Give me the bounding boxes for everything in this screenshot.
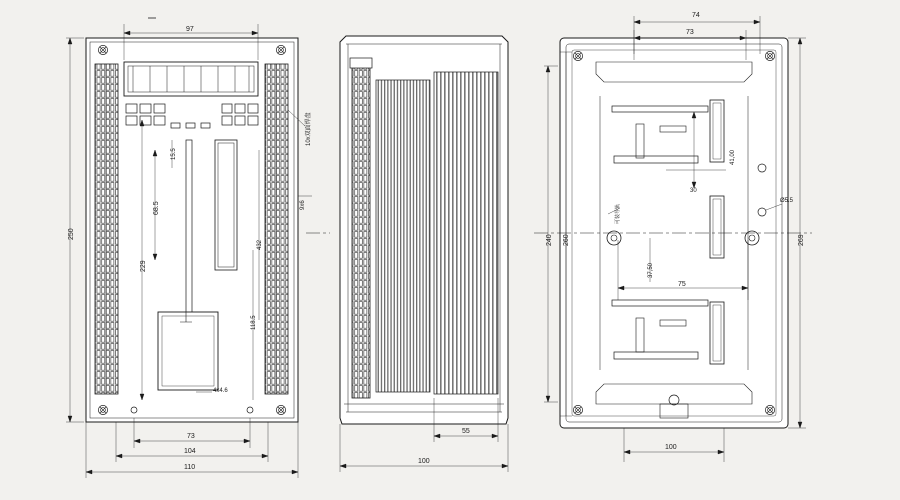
dim-front-15-5: 15.5	[171, 148, 177, 160]
side-view	[340, 36, 508, 424]
dim-rear-30: 30	[690, 188, 697, 194]
dim-front-229: 229	[140, 260, 147, 272]
dim-rear-bottom-100: 100	[665, 444, 677, 451]
dim-side-100: 100	[418, 458, 430, 465]
dim-front-432: 432	[257, 239, 263, 250]
dim-rear-phi-5-5: Ø5.5	[780, 198, 794, 204]
dim-front-bottom-110: 110	[184, 464, 196, 471]
dim-rear-left-240: 240	[546, 234, 553, 246]
note-front-double-sided-pad: 10x双面焊盘	[306, 112, 312, 146]
dim-rear-37-50: 37,50	[648, 262, 654, 278]
dim-side-55: 55	[462, 428, 470, 435]
front-view	[86, 38, 298, 422]
dim-front-68-5: 68.5	[153, 201, 160, 215]
dim-front-9x6: 9x6	[300, 200, 306, 210]
note-rear-rail-mountable: 可装导轨	[615, 203, 621, 224]
dim-front-bottom-73: 73	[187, 433, 195, 440]
dim-front-top-97: 97	[186, 26, 194, 33]
dim-front-4x4-6: 4x4.6	[213, 388, 228, 394]
dim-rear-75: 75	[678, 281, 686, 288]
dim-front-bottom-104: 104	[184, 448, 196, 455]
dim-rear-top-74: 74	[692, 12, 700, 19]
dim-rear-right-269: 269	[798, 234, 805, 246]
dim-rear-top-73: 73	[686, 29, 694, 36]
dim-front-118-5: 118.5	[251, 315, 257, 330]
dim-rear-41-00: 41,00	[730, 149, 736, 165]
dim-front-left-250: 250	[68, 228, 75, 240]
dim-rear-left-260: 260	[563, 234, 570, 246]
